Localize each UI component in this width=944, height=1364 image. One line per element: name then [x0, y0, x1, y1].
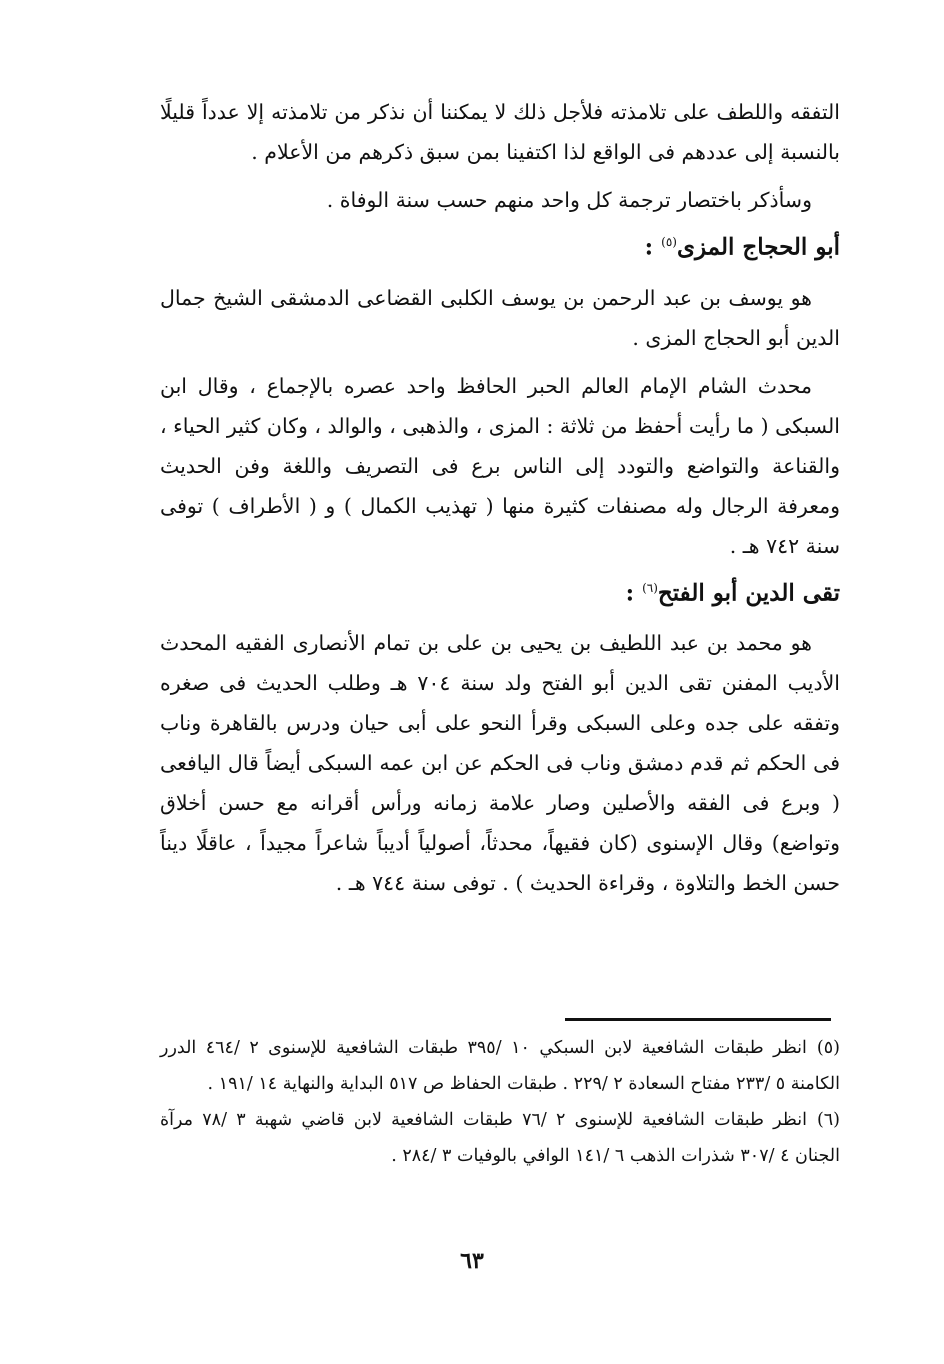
bio-paragraph: محدث الشام الإمام العالم الحبر الحافظ واحد عصره بالإجماع ، وقال ابن السبكى ( ما رأيت أحفظ من ثلاثة : المزى ، والذهبى ، والوالد ، وكان كثير الحياء ، والقناعة والتواضع والتودد إلى الناس برع فى التصريف واللغة وفن الحديث ومعرفة الرجال وله مصنفات كثيرة منها ( تهذيب الكمال ) و ( الأطراف ) توفى سنة ٧٤٢ هـ .: [160, 373, 840, 558]
method-paragraph: وسأذكر باختصار ترجمة كل واحد منهم حسب سنة الوفاة .: [326, 188, 812, 212]
bio-paragraph: هو محمد بن عبد اللطيف بن يحيى بن على بن تمام الأنصارى الفقيه المحدث الأديب المفنن تقى الدين أبو الفتح ولد سنة ٧٠٤ هـ وطلب الحديث فى صغره وتفقه على جده وعلى السبكى وقرأ النحو على أبى حيان ودرس بالقاهرة وناب فى الحكم ثم قدم دمشق وناب فى الحكم عن ابن عمه السبكى أيضاً قال اليافعى ( وبرع فى الفقه والأصلين وصار علامة زمانه ورأس أقرانه مع حسن أخلاق وتواضع) وقال الإسنوى (كان فقيهاً، محدثاً، أصولياً أديباً شاعراً مجيداً ، عاقلًا ديناً حسن الخط والتلاوة ، وقراءة الحديث ) . توفى سنة ٧٤٤ هـ .: [160, 631, 840, 896]
footnotes: [160, 1030, 840, 1174]
bio-paragraph: هو يوسف بن عبد الرحمن بن يوسف الكلبى القضاعى الدمشقى الشيخ جمال الدين أبو الحجاج المزى .: [160, 285, 840, 350]
footnote-separator: [565, 1018, 831, 1021]
section-heading-taqi-al-din: [160, 566, 840, 616]
footnote-marker: (٥): [661, 235, 677, 249]
footnote-number: (٦): [816, 1110, 840, 1130]
footnote-text: انظر طبقات الشافعية لابن السبكي ١٠ /٣٩٥ طبقات الشافعية للإسنوى ٢ /٤٦٤ الدرر الكامنة ٥ /٢٣٣ مفتاح السعادة ٢ /٢٢٩ . طبقات الحفاظ ص ٥١٧ البداية والنهاية ١٤ /١٩١ .: [160, 1038, 840, 1094]
heading-text: أبو الحجاج المزى: [676, 233, 840, 261]
footnote-item: [160, 1102, 840, 1174]
section-heading-abu-al-hajjaj: [160, 220, 840, 270]
main-text: [160, 92, 840, 903]
heading-suffix: :: [644, 233, 662, 261]
page-number: ٦٣: [460, 1248, 484, 1274]
footnote-number: (٥): [816, 1038, 840, 1058]
footnote-text: انظر طبقات الشافعية للإسنوى ٢ /٧٦ طبقات الشافعية لابن قاضي شهبة ٣ /٧٨ مرآة الجنان ٤ /٣٠٧ شذرات الذهب ٦ /١٤١ الوافي بالوفيات ٣ /٢٨٤ .: [160, 1110, 840, 1166]
footnote-item: [160, 1030, 840, 1102]
footnote-marker: (٦): [642, 580, 658, 595]
heading-text: تقى الدين أبو الفتح: [657, 579, 840, 607]
heading-suffix: :: [625, 579, 643, 607]
intro-paragraph: التفقه واللطف على تلامذته فلأجل ذلك لا يمكننا أن نذكر من تلامذته إلا عدداً قليلًا بالنسبة إلى عددهم فى الواقع لذا اكتفينا بمن سبق ذكرهم من الأعلام .: [160, 100, 840, 164]
